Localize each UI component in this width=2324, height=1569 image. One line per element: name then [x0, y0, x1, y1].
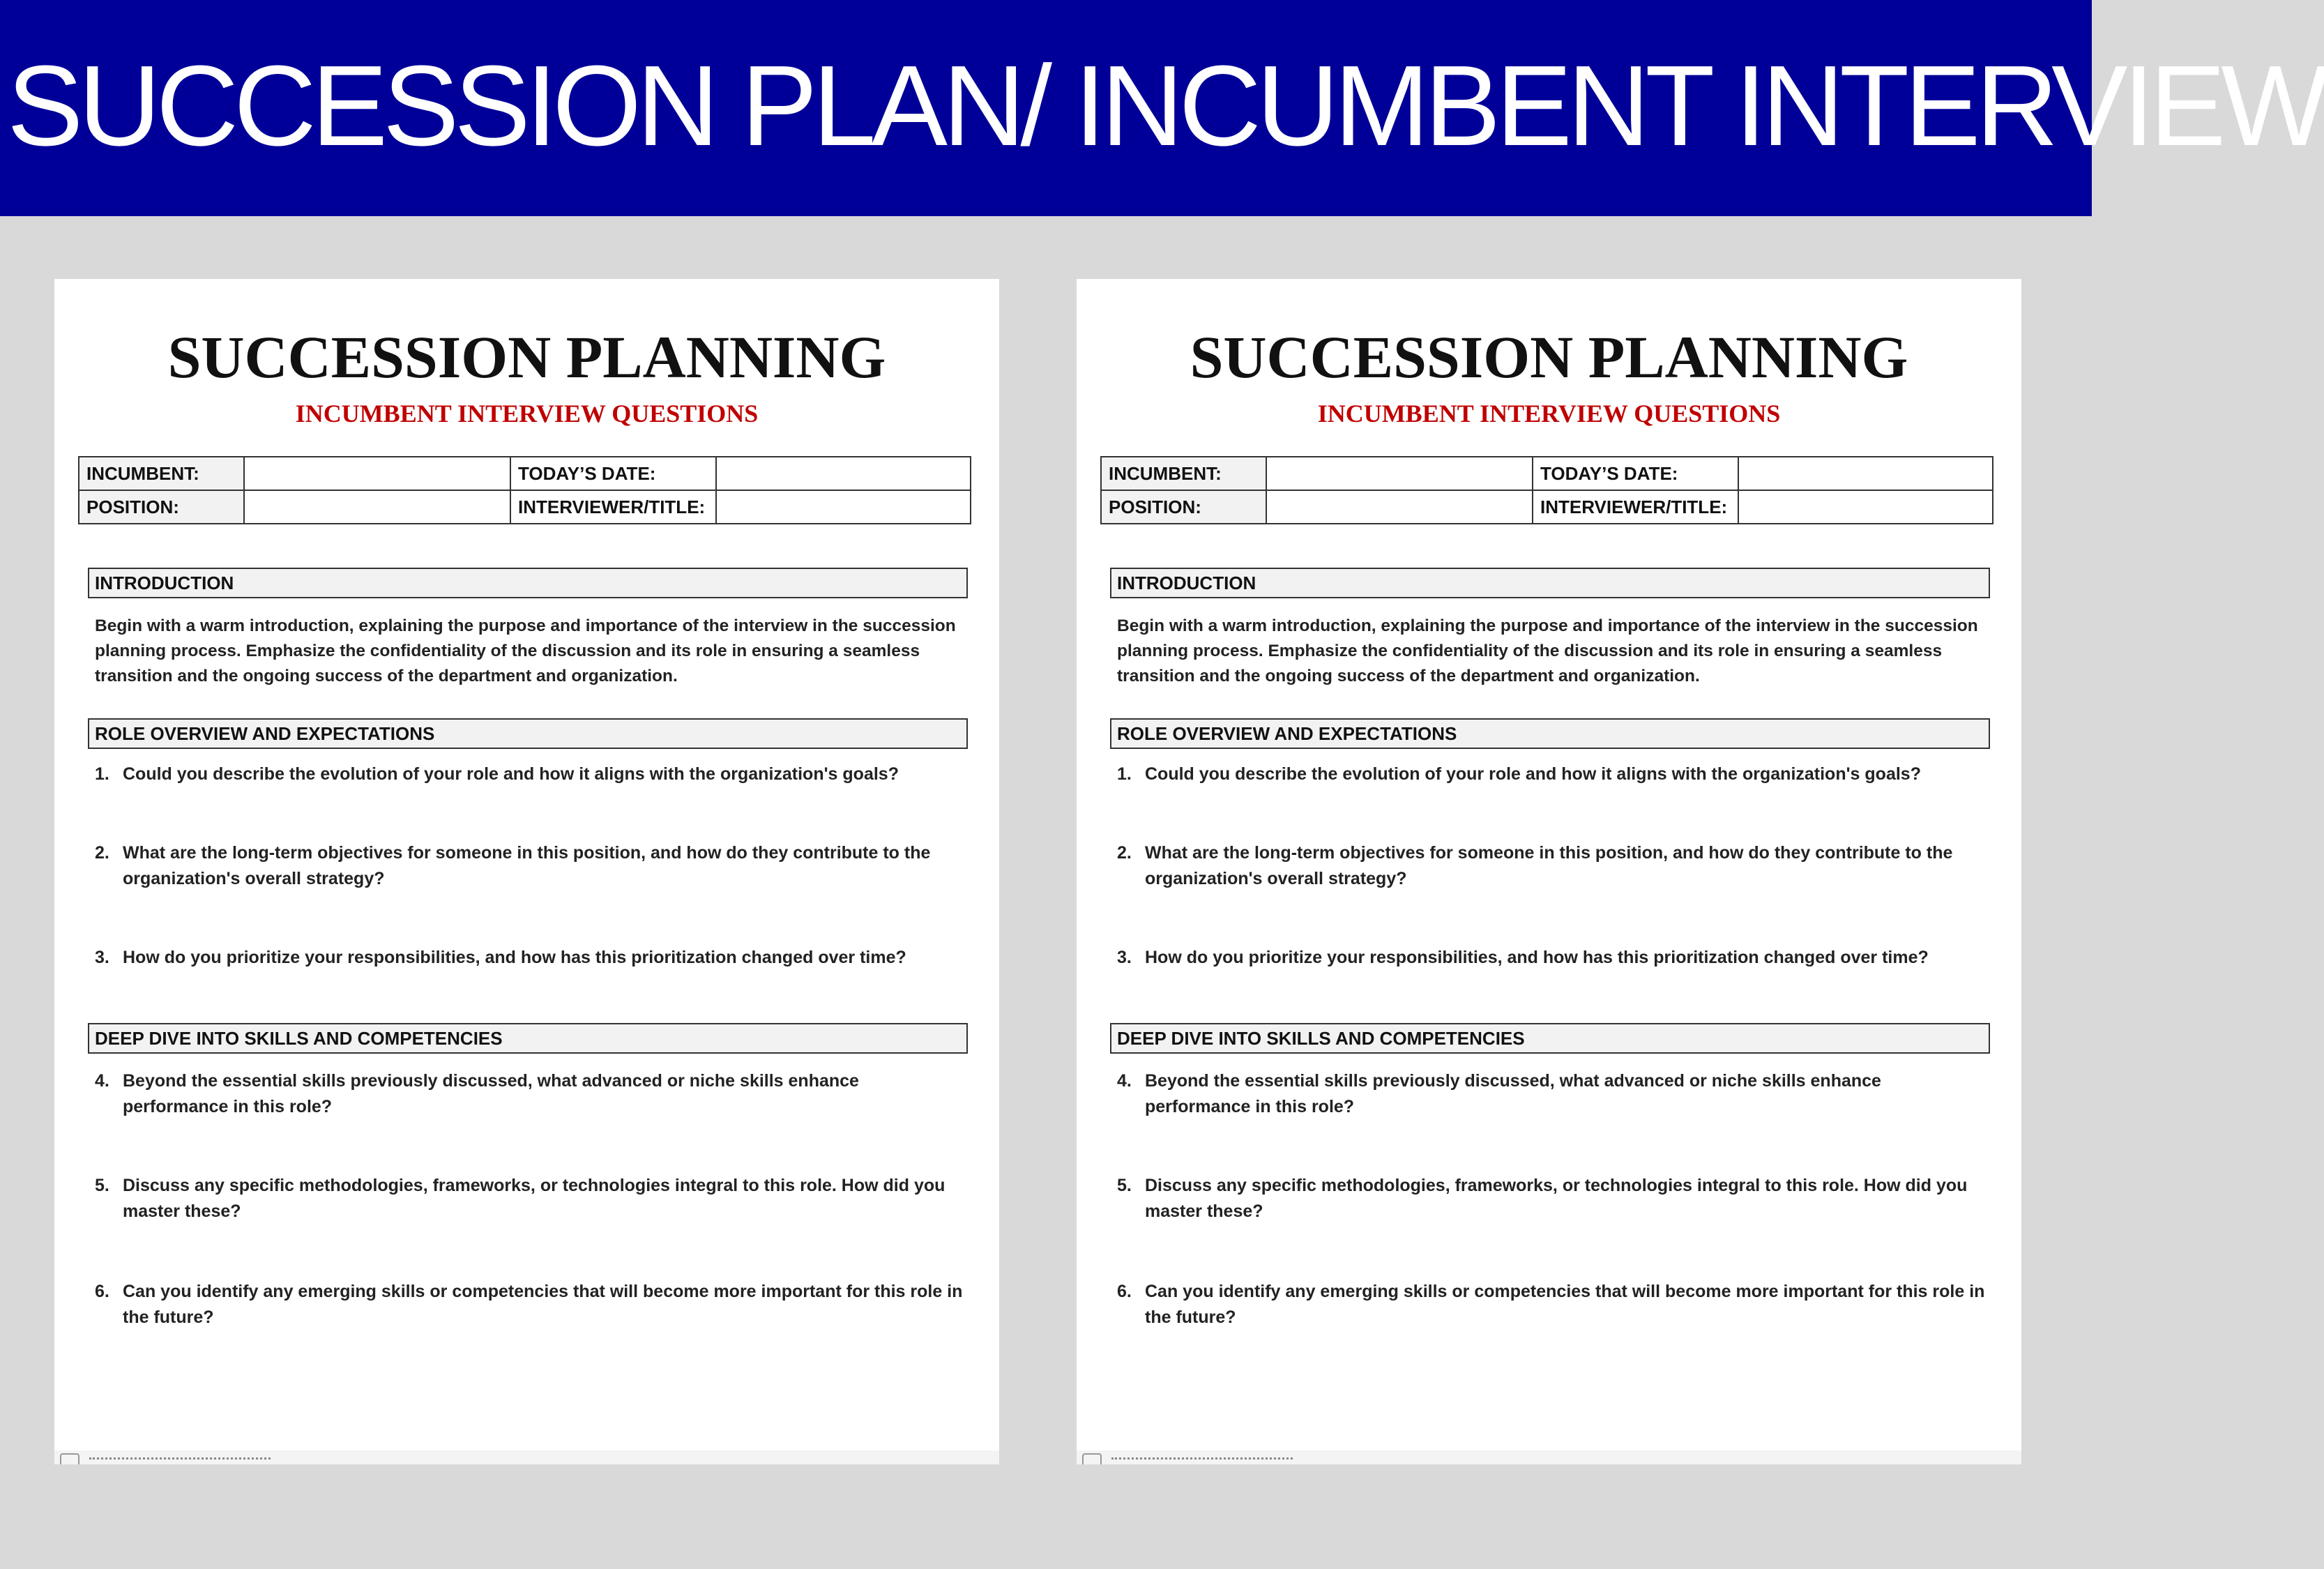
question-text: Beyond the essential skills previously discussed, what advanced or niche skills enhance performance in this role? — [1145, 1071, 1881, 1116]
footer-status — [89, 1457, 271, 1464]
incumbent-label: INCUMBENT: — [1101, 457, 1266, 490]
question-number: 4. — [95, 1071, 109, 1091]
question-item — [1117, 1173, 1989, 1225]
document-title: SUCCESSION PLANNING — [1190, 324, 1908, 391]
page-footer — [1077, 1450, 2021, 1464]
question-text: How do you prioritize your responsibilities, and how has this prioritization changed over time? — [123, 948, 906, 967]
accessibility-icon — [60, 1453, 79, 1464]
question-text: Can you identify any emerging skills or competencies that will become more important for this role in the future? — [1145, 1282, 1985, 1327]
section-deep-dive: DEEP DIVE INTO SKILLS AND COMPETENCIES — [1110, 1023, 1990, 1054]
section-introduction: INTRODUCTION — [1110, 568, 1990, 598]
document-subtitle: INCUMBENT INTERVIEW QUESTIONS — [295, 400, 759, 427]
header-banner — [0, 0, 2324, 216]
question-item — [1117, 761, 1989, 787]
question-number: 6. — [1117, 1282, 1132, 1301]
accessibility-icon — [1082, 1453, 1102, 1464]
todays-date-label: TODAY’S DATE: — [1533, 457, 1738, 490]
page-footer — [54, 1450, 999, 1464]
interviewer-field — [1738, 490, 1993, 524]
todays-date-field — [1738, 457, 1993, 490]
document-subtitle: INCUMBENT INTERVIEW QUESTIONS — [1317, 400, 1781, 427]
question-number: 1. — [1117, 764, 1132, 784]
incumbent-field — [244, 457, 510, 490]
position-label: POSITION: — [1101, 490, 1266, 524]
todays-date-label: TODAY’S DATE: — [510, 457, 716, 490]
question-number: 5. — [95, 1176, 109, 1195]
position-field — [1266, 490, 1533, 524]
section-introduction: INTRODUCTION — [88, 568, 968, 598]
section-role-overview: ROLE OVERVIEW AND EXPECTATIONS — [1110, 718, 1990, 749]
question-text: Discuss any specific methodologies, frameworks, or technologies integral to this role. How did you master these? — [123, 1176, 945, 1221]
question-text: Beyond the essential skills previously discussed, what advanced or niche skills enhance performance in this role? — [123, 1071, 859, 1116]
question-number: 3. — [95, 948, 109, 967]
question-item — [95, 761, 966, 787]
position-label: POSITION: — [79, 490, 244, 524]
banner-title: SUCCESSION PLAN/ INCUMBENT INTERVIEW — [7, 42, 2324, 169]
incumbent-field — [1266, 457, 1533, 490]
question-item — [1117, 1068, 1989, 1120]
question-number: 2. — [95, 843, 109, 863]
question-item — [1117, 840, 1989, 892]
question-item — [95, 840, 966, 892]
info-table — [78, 456, 971, 524]
intro-paragraph: Begin with a warm introduction, explaining the purpose and importance of the interview in the succession planning process. Emphasize the confidentiality of the discussion and its role in ensuring a seamless transition and the ongoing success of the department and organization. — [95, 616, 956, 685]
question-item — [95, 1068, 966, 1120]
section-deep-dive: DEEP DIVE INTO SKILLS AND COMPETENCIES — [88, 1023, 968, 1054]
question-number: 1. — [95, 764, 109, 784]
question-number: 2. — [1117, 843, 1132, 863]
question-text: What are the long-term objectives for someone in this position, and how do they contribute to the organization's overall strategy? — [1145, 843, 1953, 888]
interviewer-field — [716, 490, 971, 524]
question-item — [1117, 1279, 1989, 1331]
question-text: Can you identify any emerging skills or competencies that will become more important for this role in the future? — [123, 1282, 963, 1327]
question-number: 5. — [1117, 1176, 1132, 1195]
question-text: What are the long-term objectives for someone in this position, and how do they contribute to the organization's overall strategy? — [123, 843, 931, 888]
question-item — [1117, 945, 1989, 971]
todays-date-field — [716, 457, 971, 490]
question-text: Discuss any specific methodologies, frameworks, or technologies integral to this role. How did you master these? — [1145, 1176, 1968, 1221]
question-item — [95, 1173, 966, 1225]
document-page-preview-right — [1077, 279, 2021, 1464]
question-item — [95, 1279, 966, 1331]
question-text: How do you prioritize your responsibilities, and how has this prioritization changed over time? — [1145, 948, 1929, 967]
question-item — [95, 945, 966, 971]
interviewer-label: INTERVIEWER/TITLE: — [1533, 490, 1738, 524]
question-text: Could you describe the evolution of your role and how it aligns with the organization's goals? — [1145, 764, 1921, 784]
question-number: 6. — [95, 1282, 109, 1301]
question-number: 4. — [1117, 1071, 1132, 1091]
section-role-overview: ROLE OVERVIEW AND EXPECTATIONS — [88, 718, 968, 749]
document-page-preview-left — [54, 279, 999, 1464]
incumbent-label: INCUMBENT: — [79, 457, 244, 490]
position-field — [244, 490, 510, 524]
document-title: SUCCESSION PLANNING — [167, 324, 886, 391]
info-table — [1100, 456, 1993, 524]
intro-paragraph: Begin with a warm introduction, explaining the purpose and importance of the interview in the succession planning process. Emphasize the confidentiality of the discussion and its role in ensuring a seamless transition and the ongoing success of the department and organization. — [1117, 616, 1978, 685]
question-number: 3. — [1117, 948, 1132, 967]
question-text: Could you describe the evolution of your role and how it aligns with the organization's goals? — [123, 764, 899, 784]
footer-status — [1111, 1457, 1293, 1464]
interviewer-label: INTERVIEWER/TITLE: — [510, 490, 716, 524]
